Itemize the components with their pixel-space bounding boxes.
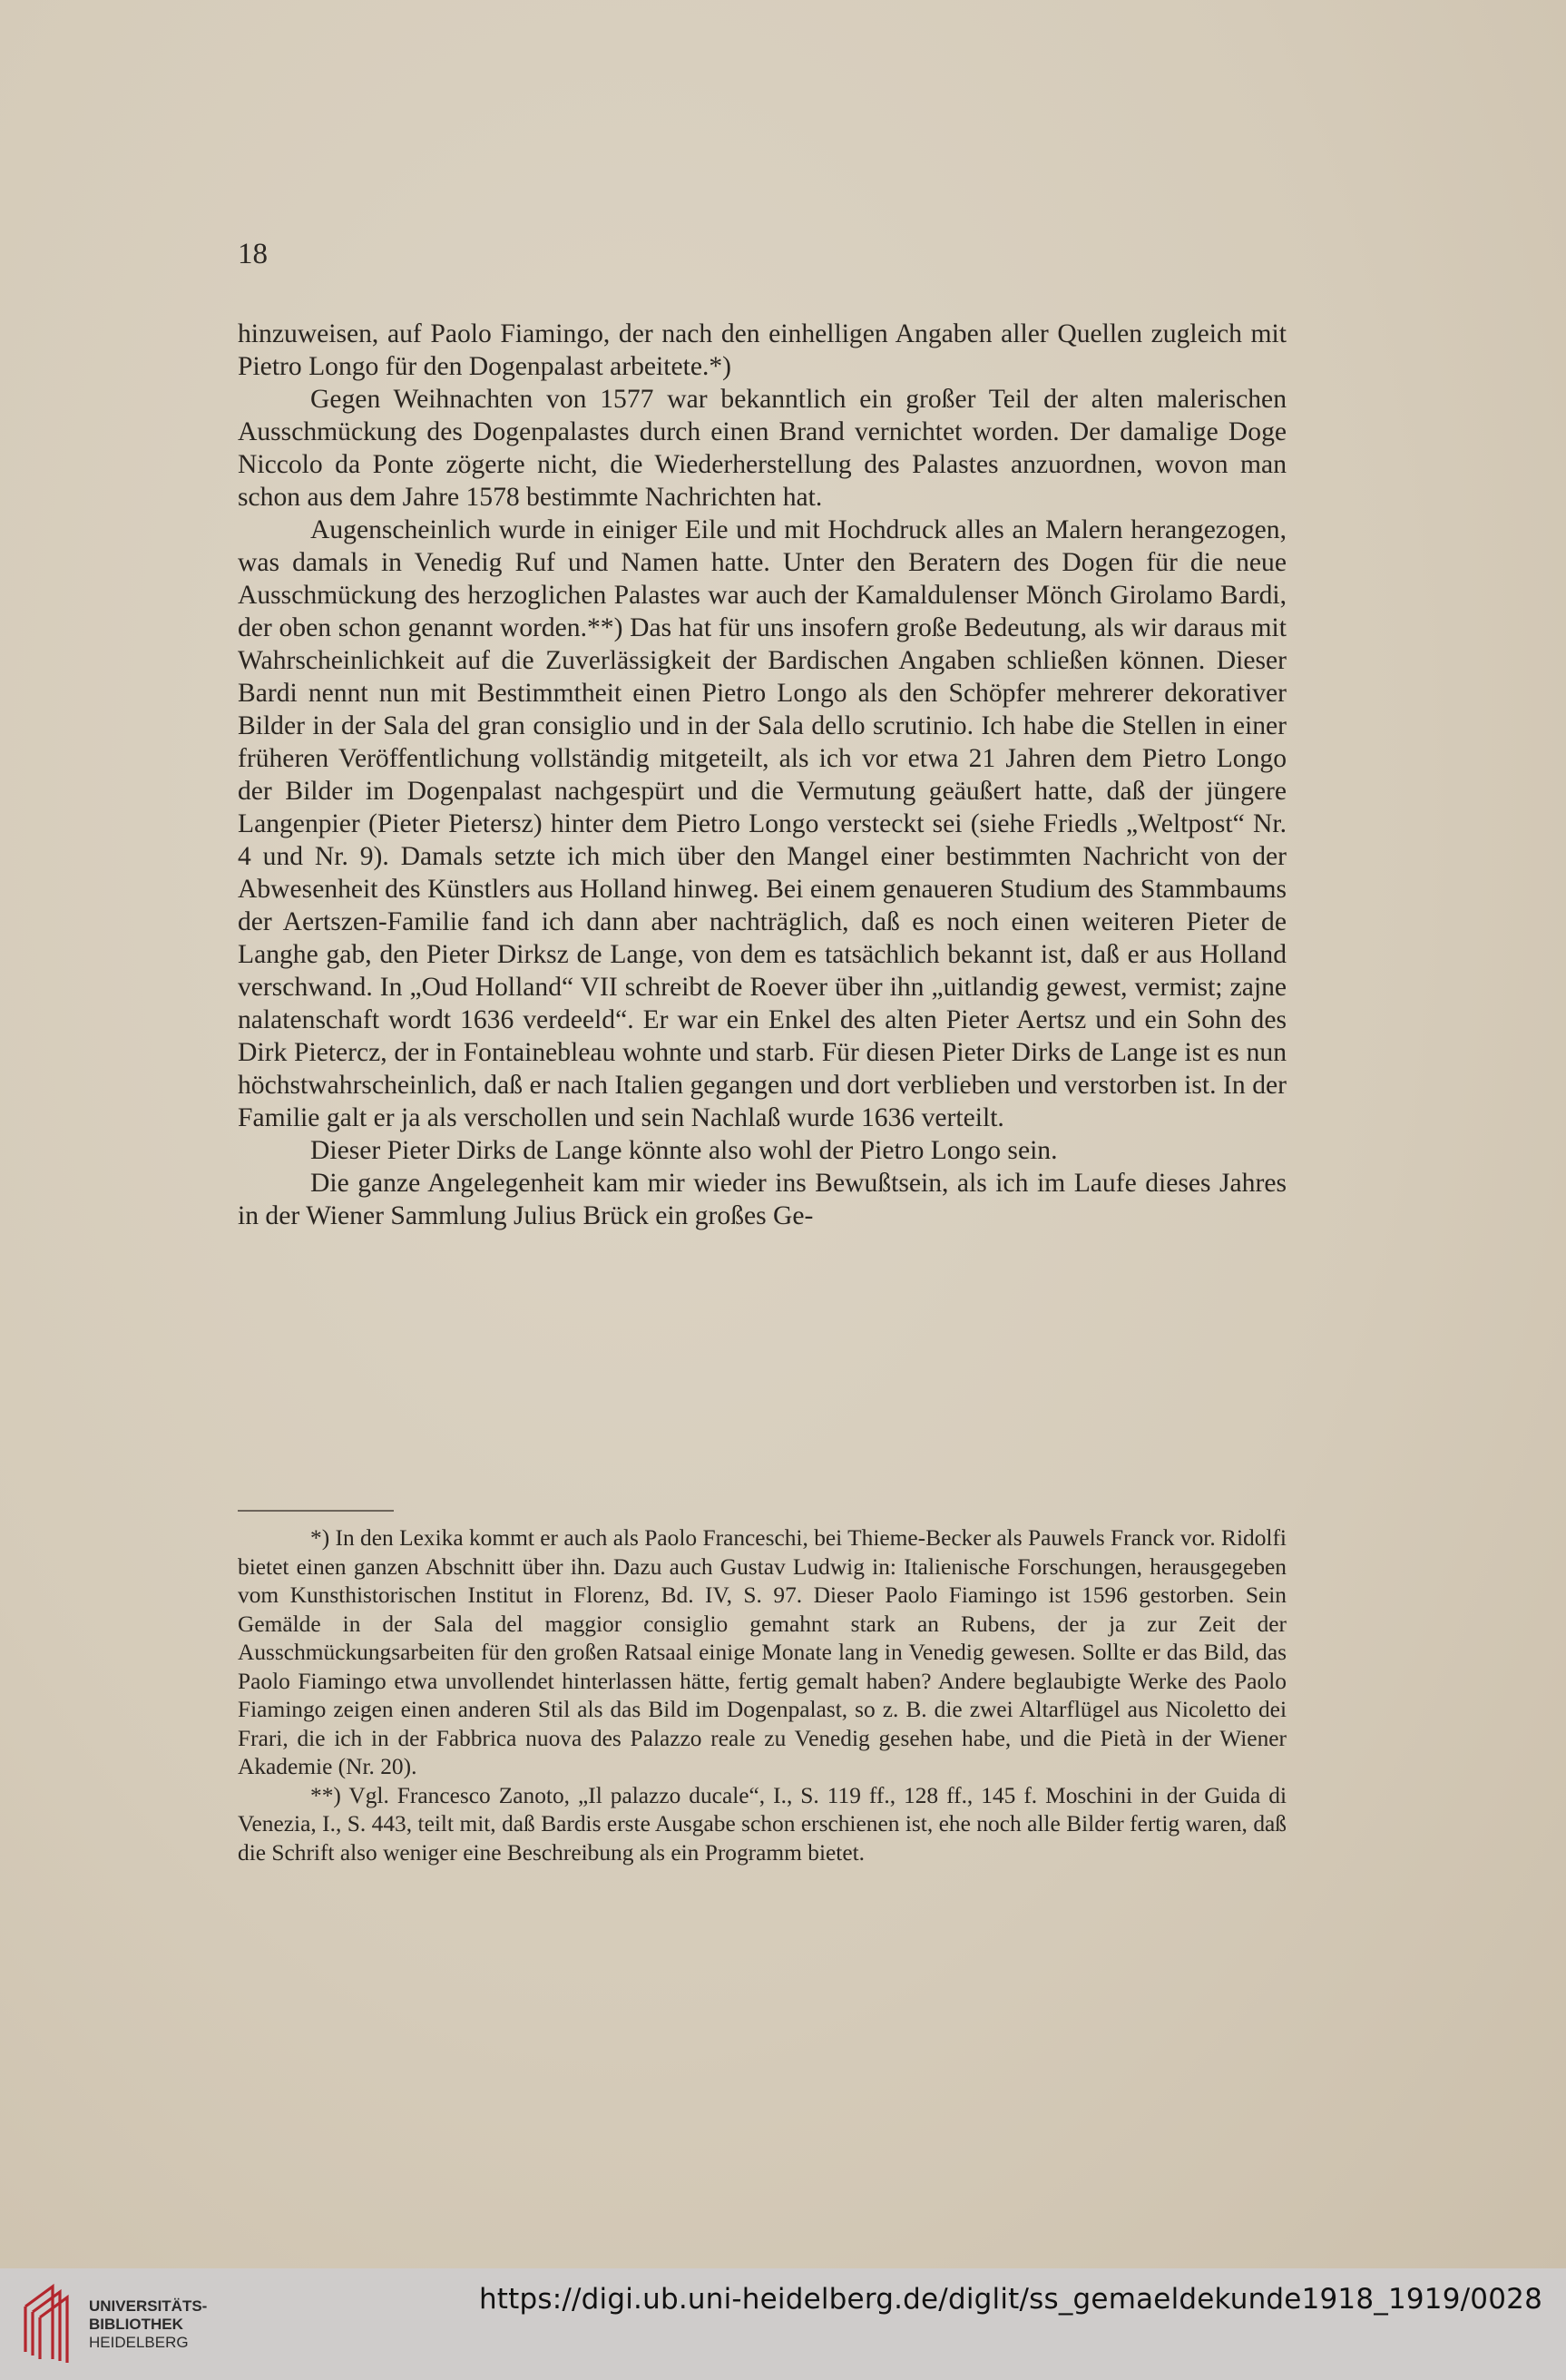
footnotes xyxy=(238,1524,1287,1867)
footnote-divider xyxy=(238,1510,394,1512)
body-text xyxy=(238,318,1287,1232)
library-name-line-3: HEIDELBERG xyxy=(89,2334,189,2351)
paragraph-5: Die ganze Angelegenheit kam mir wieder ins Bewußtsein, als ich im Laufe dieses Jahres in der Wiener Sammlung Julius Brück ein großes Ge- xyxy=(238,1169,1287,1230)
library-name-line-2: BIBLIOTHEK xyxy=(89,2316,183,2333)
paragraph-3: Augenscheinlich wurde in einiger Eile und mit Hochdruck alles an Malern herangezogen, was damals in Venedig Ruf und Namen hatte. Unter den Beratern des Dogen für die neue Ausschmückung des herzoglichen Palastes war auch der Kamaldulenser Mönch Girolamo Bardi, der oben schon genannt worden.**) Das hat für uns insofern große Bedeutung, als wir daraus mit Wahrscheinlichkeit auf die Zuverlässigkeit der Bardischen Angaben schließen können. Dieser Bardi nennt nun mit Bestimmtheit einen Pietro Longo als den Schöpfer mehrerer dekorativer Bilder in der Sala del gran consiglio und in der Sala dello scrutinio. Ich habe die Stellen in einer früheren Veröffentlichung vollständig mitgeteilt, als ich vor etwa 21 Jahren dem Pietro Longo der Bilder im Dogenpalast nachgespürt und die Vermutung geäußert hatte, daß der jüngere Langenpier (Pieter Pietersz) hinter dem Pietro Longo versteckt sei (siehe Friedls „Weltpost“ Nr. 4 und Nr. 9). Damals setzte ich mich über den Mangel einer bestimmten Nachricht von der Abwesenheit des Künstlers aus Holland hinweg. Bei einem genaueren Studium des Stammbaums der Aertszen-Familie fand ich dann aber nachträglich, daß es noch einen weiteren Pieter de Langhe gab, den Pieter Dirksz de Lange, von dem es tatsächlich bekannt ist, daß er aus Holland verschwand. In „Oud Holland“ VII schreibt de Roever über ihn „uitlandig gewest, vermist; zajne nalatenschaft wordt 1636 verdeeld“. Er war ein Enkel des alten Pieter Aertsz und ein Sohn des Dirk Pietercz, der in Fontainebleau wohnte und starb. Für diesen Pieter Dirks de Lange ist es nun höchstwahrscheinlich, daß er nach Italien gegangen und dort verblieben und verstorben ist. In der Familie galt er ja als verschollen und sein Nachlaß wurde 1636 verteilt. xyxy=(238,515,1287,1132)
footnote-1: *) In den Lexika kommt er auch als Paolo Franceschi, bei Thieme-Becker als Pauwels Franck vor. Ridolfi bietet einen ganzen Abschnitt über ihn. Dazu auch Gustav Ludwig in: Italienische Forschungen, herausgegeben vom Kunsthistorischen Institut in Florenz, Bd. IV, S. 97. Dieser Paolo Fiamingo ist 1596 gestorben. Sein Gemälde in der Sala del maggior consiglio gemahnt stark an Rubens, der ja zur Zeit der Ausschmückungsarbeiten für den großen Ratsaal einige Monate lang in Venedig gewesen. Sollte er das Bild, das Paolo Fiamingo etwa unvollendet hinterlassen hätte, fertig gemalt haben? Andere beglaubigte Werke des Paolo Fiamingo zeigen einen anderen Stil als das Bild im Dogenpalast, so z. B. die zwei Altarflügel aus Nicoletto dei Frari, die ich in der Fabbrica nuova des Palazzo reale zu Venedig gesehen habe, und die Pietà in der Wiener Akademie (Nr. 20). xyxy=(238,1525,1287,1779)
paragraph-2: Gegen Weihnachten von 1577 war bekanntlich ein großer Teil der alten malerischen Ausschmückung des Dogenpalastes durch einen Brand vernichtet worden. Der damalige Doge Niccolo da Ponte zögerte nicht, die Wiederherstellung des Palastes anzuordnen, wovon man schon aus dem Jahre 1578 bestimmte Nachrichten hat. xyxy=(238,385,1287,512)
paragraph-4: Dieser Pieter Dirks de Lange könnte also wohl der Pietro Longo sein. xyxy=(310,1136,1058,1165)
permalink-url[interactable]: https://digi.ub.uni-heidelberg.de/diglit/ss_gemaeldekunde1918_1919/0028 xyxy=(478,2283,1542,2316)
paragraph-1: hinzuweisen, auf Paolo Fiamingo, der nach den einhelligen Angaben aller Quellen zugleich mit Pietro Longo für den Dogenpalast arbeitete.*) xyxy=(238,319,1287,381)
university-library-logo-icon[interactable] xyxy=(20,2279,80,2366)
library-name xyxy=(89,2297,207,2352)
footnote-2: **) Vgl. Francesco Zanoto, „Il palazzo ducale“, I., S. 119 ff., 128 ff., 145 f. Moschini in der Guida di Venezia, I., S. 443, teilt mit, daß Bardis erste Ausgabe schon erschienen ist, ehe noch alle Bilder fertig waren, daß die Schrift also weniger eine Beschreibung als ein Programm bietet. xyxy=(238,1782,1287,1866)
library-name-line-1: UNIVERSITÄTS- xyxy=(89,2297,208,2315)
page-number: 18 xyxy=(238,238,268,270)
